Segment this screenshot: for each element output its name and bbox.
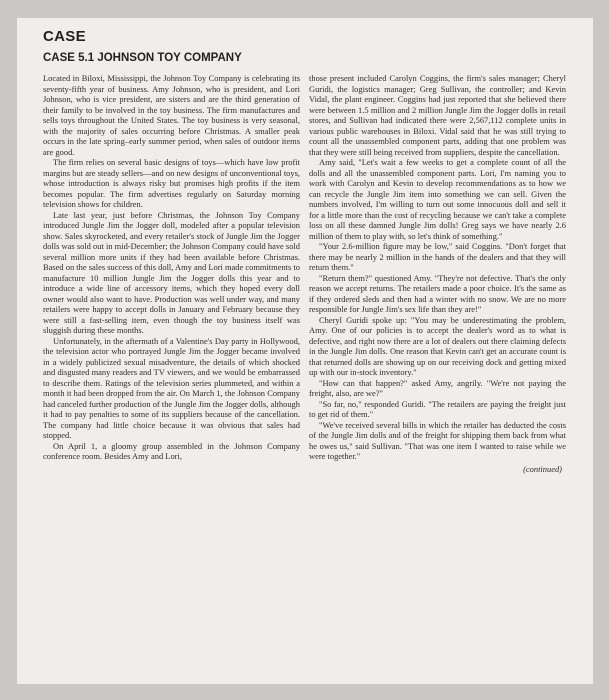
paragraph: On April 1, a gloomy group assembled in the Johnson Company conference room. Besides Amy and Lori, (43, 440, 300, 461)
paragraph: Late last year, just before Christmas, the Johnson Toy Company introduced Jungle Jim the Jogger doll, modeled after a popular television show. Sales skyrocketed, and every retailer's stock of Jungle Jim the Jogger dolls was sold out in mid-December; the Johnson Company could have sold several million more units if they had been available before Christmas. Based on the sales success of this doll, Amy and Lori made commitments to manufacture 10 million Jungle Jim the Jogger dolls this year and to introduce a wide line of accessory items, which they hoped every doll owner would also want to have. Production was well under way, and many retailers were happy to accept dolls in January and February because they were still a fast-selling item, even though the toy business itself was sluggish during these months. (43, 209, 300, 335)
paragraph: Unfortunately, in the aftermath of a Valentine's Day party in Hollywood, the television actor who portrayed Jungle Jim the Jogger became involved in a widely publicized sexual misadventure, the details of which shocked and disgusted many readers and TV viewers, and we would be embarrassed to describe them. Ratings of the television series plummeted, and within a month it had been dropped from the air. On March 1, the Johnson Company had canceled further production of the Jungle Jim the Jogger dolls, although it had to pay penalties to some of its suppliers because of the cancellation. The company had little choice because it was obvious that sales had stopped. (43, 335, 300, 440)
paragraph: "So far, no," responded Guridi. "The retailers are paying the freight just to get rid of them." (309, 398, 566, 419)
textbook-page (17, 18, 593, 684)
paragraph: "Return them?" questioned Amy. "They're not defective. That's the only reason we accept returns. The retailers made a poor choice. It's the same as if they ordered sleds and then had a winter with no snow. We are no more responsible for Jungle Jim's sex life than they are!" (309, 272, 566, 314)
right-column (309, 73, 566, 474)
paragraph: The firm relies on several basic designs of toys—which have low profit margins but are steady sellers—and on new designs of unconventional toys, whose introduction is always risky but promises high profits if the item becomes popular. The firm advertises regularly on Saturday morning television shows for children. (43, 157, 300, 209)
case-title: CASE 5.1 JOHNSON TOY COMPANY (43, 52, 242, 64)
paragraph: those present included Carolyn Coggins, the firm's sales manager; Cheryl Guridi, the logistics manager; Greg Sullivan, the controller; and Kevin Vidal, the plant engineer. Coggins had just reported that she believed there were between 1.5 million and 2 million Jungle Jim the Jogger dolls in retail stores, and Sullivan had indicated there were 2,567,112 complete units in various public warehouses in Biloxi. Vidal said that he was still trying to count all the unassembled component parts, adding that one problem was that they were still being received from suppliers, despite the cancellation. (309, 73, 566, 157)
left-column (43, 73, 300, 462)
paragraph: "Your 2.6-million figure may be low," said Coggins. "Don't forget that there may be nearly 2 million in the hands of the dealers and that they will return them." (309, 241, 566, 272)
paragraph: "How can that happen?" asked Amy, angrily. "We're not paying the freight, also, are we?" (309, 377, 566, 398)
case-label: CASE (43, 28, 86, 45)
continued-label: (continued) (523, 463, 562, 474)
paragraph: "We've received several bills in which the retailer has deducted the costs of the Jungle Jim dolls and of the freight for shipping them back from what he owes us," said Sullivan. "That was one item I wanted to raise while we were together." (309, 419, 566, 461)
paragraph: Amy said, "Let's wait a few weeks to get a complete count of all the dolls and all the unassembled component parts. Lori, I'm naming you to work with Carolyn and Kevin to develop recommendations as to how we can recycle the Jungle Jim item into something we can sell. Given the numbers involved, I'm willing to turn out some innocuous doll and sell it for a little more than the cost of recycling because we can't take a complete loss on all these damned Jungle Jim dolls! Greg says we have nearly 2.6 million of them to play with, so let's think of something." (309, 157, 566, 241)
paragraph: Cheryl Guridi spoke up: "You may be underestimating the problem, Amy. One of our policies is to accept the dealer's word as to what is defective, and right now there are a lot of dealers out there claiming defects in the Jungle Jim dolls. One reason that Kevin can't get an accurate count is that returned dolls are showing up on our receiving dock and getting mixed up with our in-stock inventory." (309, 314, 566, 377)
paragraph: Located in Biloxi, Mississippi, the Johnson Toy Company is celebrating its seventy-fifth year of business. Amy Johnson, who is president, and Lori Johnson, who is vice president, are sisters and are the third generation of their family to be involved in the toy business. The firm manufactures and sells toys throughout the United States. The toy business is very seasonal, with the majority of sales occurring before Christmas. A smaller peak occurs in the late spring–early summer period, when sales of outdoor items are good. (43, 73, 300, 157)
